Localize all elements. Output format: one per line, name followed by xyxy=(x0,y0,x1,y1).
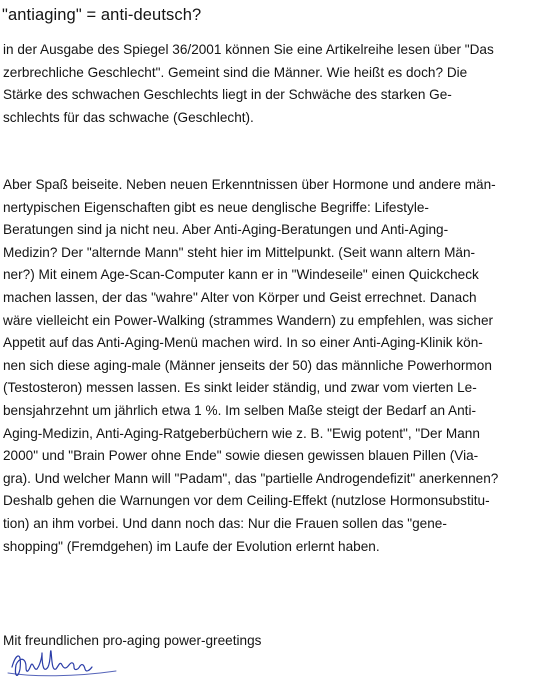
text-line: wäre vielleicht ein Power-Walking (strammes Wandern) zu empfehlen, was sicher xyxy=(3,312,494,328)
text-line: Medizin? Der "alternde Mann" steht hier im Mittelpunkt. (Seit wann altern Män- xyxy=(3,244,476,260)
text-line: Stärke des schwachen Geschlechts liegt in der Schwäche des starken Ge- xyxy=(3,87,452,103)
text-line: Beratungen sind ja nicht neu. Aber Anti-Aging-Beratungen und Anti-Aging- xyxy=(3,222,449,238)
text-line: nertypischen Eigenschaften gibt es neue denglische Begriffe: Lifestyle- xyxy=(3,199,429,215)
text-line: shopping" (Fremdgehen) im Laufe der Evolution erlernt haben. xyxy=(3,538,380,554)
paragraph-main xyxy=(3,174,498,558)
text-line: in der Ausgabe des Spiegel 36/2001 können Sie eine Artikelreihe lesen über "Das xyxy=(3,42,494,57)
page-title: "antiaging" = anti-deutsch? xyxy=(2,6,202,24)
text-line: Aber Spaß beiseite. Neben neuen Erkenntnissen über Hormone und andere män- xyxy=(3,177,496,192)
text-line: machen lassen, der das "wahre" Alter von Körper und Geist errechnet. Danach xyxy=(3,289,477,305)
text-line: bensjahrzehnt um jährlich etwa 1 %. Im selben Maße steigt der Bedarf an Anti- xyxy=(3,402,476,418)
text-line: (Testosteron) messen lassen. Es sinkt leider ständig, und zwar vom vierten Le- xyxy=(3,380,477,396)
text-line: ner?) Mit einem Age-Scan-Computer kann er in "Windeseile" einen Quickcheck xyxy=(3,267,479,283)
closing-greeting: Mit freundlichen pro-aging power-greetings xyxy=(3,633,262,648)
text-line: Appetit auf das Anti-Aging-Menü machen wird. In so einer Anti-Aging-Klinik kön- xyxy=(3,335,483,351)
text-line: 2000" und "Brain Power ohne Ende" sowie diesen gewissen blauen Pillen (Via- xyxy=(3,448,479,464)
text-line: tion) an ihm vorbei. Und dann noch das: Nur die Frauen sollen das "gene- xyxy=(3,515,447,531)
text-line: nen sich diese aging-male (Männer jenseits der 50) das männliche Powerhormon xyxy=(3,357,492,373)
text-line: Aging-Medizin, Anti-Aging-Ratgeberbüchern wie z. B. "Ewig potent", "Der Mann xyxy=(3,425,480,441)
paragraph-intro xyxy=(3,39,494,129)
text-line: zerbrechliche Geschlecht". Gemeint sind die Männer. Wie heißt es doch? Die xyxy=(3,64,468,80)
text-line: Deshalb gehen die Warnungen vor dem Ceiling-Effekt (nutzlose Hormonsubstitu- xyxy=(3,493,490,509)
handwritten-signature-icon xyxy=(4,643,144,689)
text-line: gra). Und welcher Mann will "Padam", das "partielle Androgendefizit" anerkennen? xyxy=(3,470,499,486)
text-line: schlechts für das schwache (Geschlecht). xyxy=(3,109,254,125)
